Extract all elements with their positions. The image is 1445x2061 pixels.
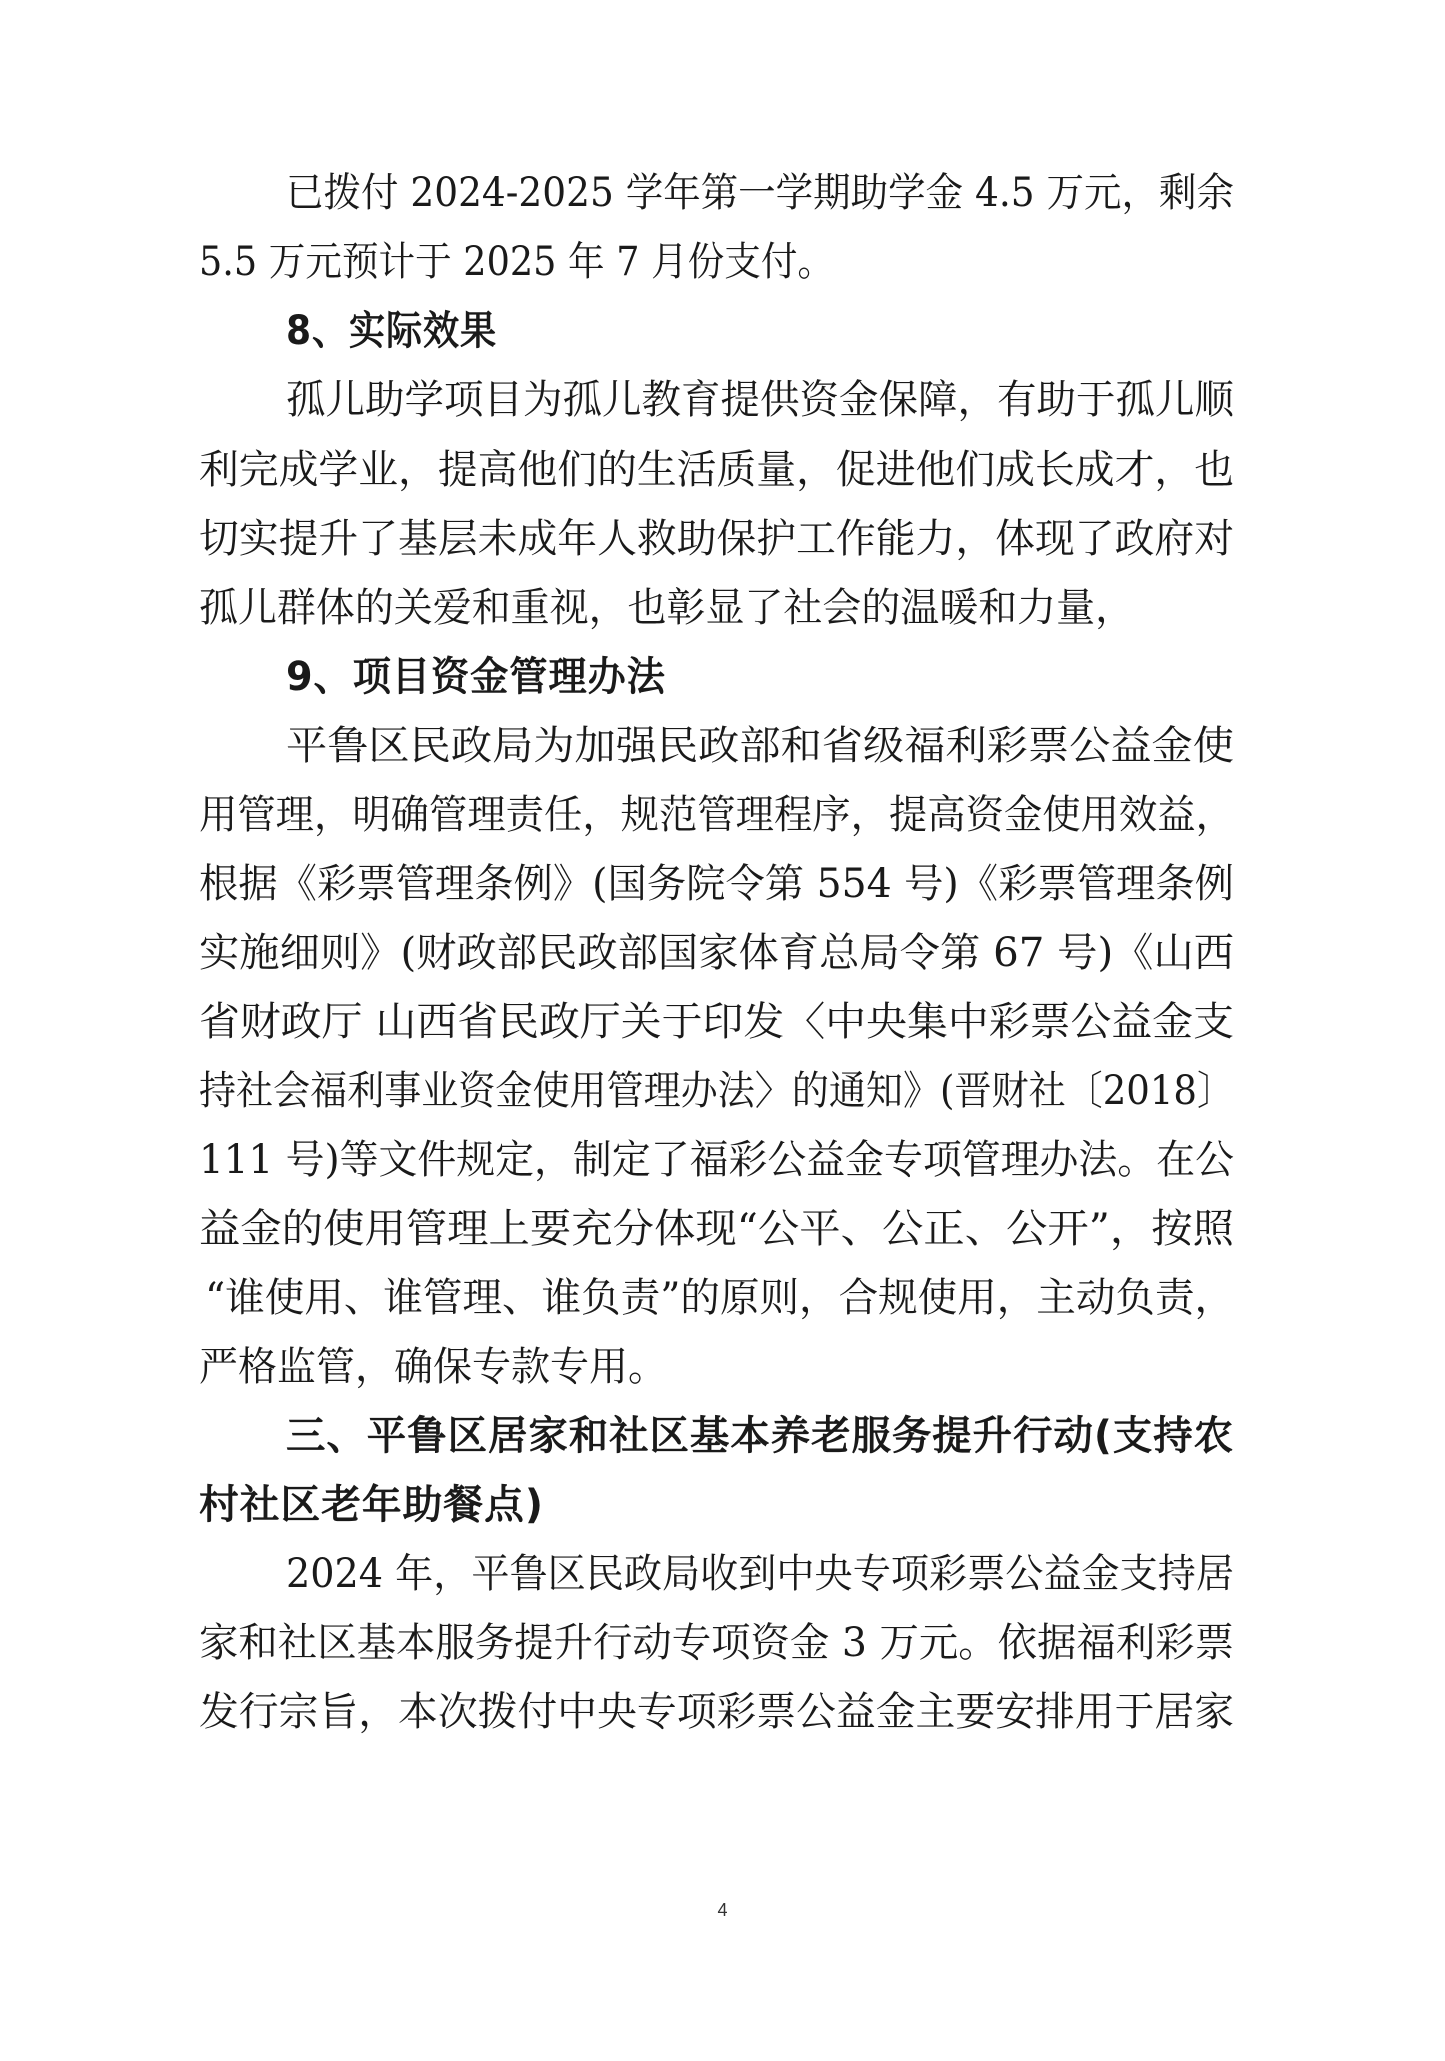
paragraph-line: 利完成学业，提高他们的生活质量，促进他们成长成才，也 <box>199 447 1235 493</box>
section-heading: 三、平鲁区居家和社区基本养老服务提升行动(支持农 <box>286 1413 1235 1459</box>
paragraph-line: 孤儿助学项目为孤儿教育提供资金保障，有助于孤儿顺 <box>286 377 1234 423</box>
paragraph-line: 5.5 万元预计于 2025 年 7 月份支付。 <box>199 239 834 285</box>
paragraph-line: 省财政厅 山西省民政厅关于印发〈中央集中彩票公益金支 <box>199 999 1234 1045</box>
paragraph-line: 持社会福利事业资金使用管理办法〉的通知》(晋财社〔2018〕 <box>199 1068 1235 1114</box>
paragraph-line: 家和社区基本服务提升行动专项资金 3 万元。依据福利彩票 <box>199 1620 1235 1666</box>
paragraph-line: 平鲁区民政局为加强民政部和省级福利彩票公益金使 <box>286 723 1234 769</box>
paragraph-line: 益金的使用管理上要充分体现“公平、公正、公开”，按照 <box>199 1206 1235 1252</box>
paragraph-line: 实施细则》(财政部民政部国家体育总局令第 67 号)《山西 <box>199 930 1235 976</box>
paragraph-line: 111 号)等文件规定，制定了福彩公益金专项管理办法。在公 <box>199 1137 1234 1183</box>
paragraph-line: 孤儿群体的关爱和重视，也彰显了社会的温暖和力量， <box>199 585 1135 631</box>
paragraph-line: 已拨付 2024-2025 学年第一学期助学金 4.5 万元，剩余 <box>286 170 1234 216</box>
paragraph-line: “谁使用、谁管理、谁负责”的原则，合规使用，主动负责， <box>205 1275 1235 1321</box>
paragraph-line: 切实提升了基层未成年人救助保护工作能力，体现了政府对 <box>199 516 1235 562</box>
section-heading: 村社区老年助餐点) <box>199 1482 544 1528</box>
section-heading: 9、项目资金管理办法 <box>286 654 666 700</box>
paragraph-line: 用管理，明确管理责任，规范管理程序，提高资金使用效益， <box>199 792 1234 838</box>
paragraph-line: 根据《彩票管理条例》(国务院令第 554 号)《彩票管理条例 <box>199 861 1234 907</box>
paragraph-line: 发行宗旨，本次拨付中央专项彩票公益金主要安排用于居家 <box>199 1689 1235 1735</box>
paragraph-line: 2024 年，平鲁区民政局收到中央专项彩票公益金支持居 <box>286 1551 1234 1597</box>
page-number: 4 <box>717 1900 728 1920</box>
paragraph-line: 严格监管，确保专款专用。 <box>199 1344 667 1390</box>
section-heading: 8、实际效果 <box>286 308 497 354</box>
